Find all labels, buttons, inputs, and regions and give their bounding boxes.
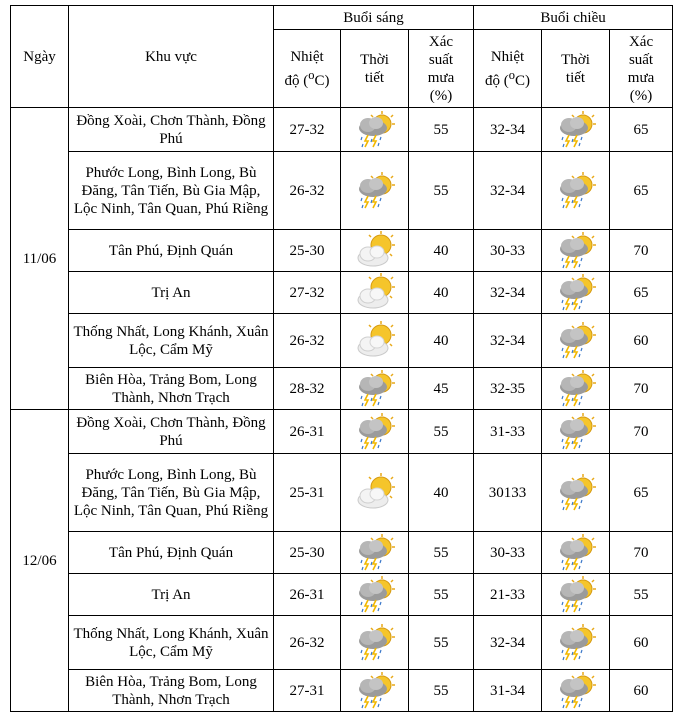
am-temp-cell: 26-31 [274, 574, 341, 616]
am-weather-cell [341, 454, 409, 532]
am-rain-cell: 55 [409, 616, 474, 670]
pm-temp-cell: 21-33 [474, 574, 542, 616]
forecast-table [10, 5, 673, 712]
am-rain-cell: 55 [409, 410, 474, 454]
header-pm-weather: Thời tiết [542, 30, 610, 108]
am-weather-cell [341, 574, 409, 616]
am-temp-cell: 26-32 [274, 314, 341, 368]
header-afternoon: Buổi chiều [474, 6, 673, 30]
pm-rain-cell: 60 [610, 314, 673, 368]
area-cell: Thống Nhất, Long Khánh, Xuân Lộc, Cẩm Mỹ [69, 616, 274, 670]
header-morning: Buổi sáng [274, 6, 474, 30]
thunderstorm-icon [555, 533, 597, 573]
area-cell: Tân Phú, Định Quán [69, 230, 274, 272]
am-weather-cell [341, 314, 409, 368]
am-rain-cell: 55 [409, 152, 474, 230]
am-weather-cell [341, 616, 409, 670]
pm-temp-cell: 30133 [474, 454, 542, 532]
area-cell: Biên Hòa, Trảng Bom, Long Thành, Nhơn Trạch [69, 368, 274, 410]
am-rain-cell: 45 [409, 368, 474, 410]
header-pm-rain: Xác suất mưa (%) [610, 30, 673, 108]
partly-cloudy-icon [354, 473, 396, 513]
pm-temp-cell: 31-33 [474, 410, 542, 454]
am-temp-cell: 27-31 [274, 670, 341, 712]
pm-rain-cell: 65 [610, 108, 673, 152]
forecast-row [11, 368, 673, 410]
thunderstorm-icon [555, 623, 597, 663]
am-rain-cell: 55 [409, 532, 474, 574]
am-rain-cell: 55 [409, 670, 474, 712]
header-area: Khu vực [69, 6, 274, 108]
area-cell: Trị An [69, 574, 274, 616]
forecast-row [11, 616, 673, 670]
pm-rain-cell: 70 [610, 532, 673, 574]
area-cell: Phước Long, Bình Long, Bù Đăng, Tân Tiến, Bù Gia Mập, Lộc Ninh, Tân Quan, Phú Riềng [69, 454, 274, 532]
thunderstorm-icon [354, 369, 396, 409]
pm-temp-cell: 32-34 [474, 152, 542, 230]
header-am-rain: Xác suất mưa (%) [409, 30, 474, 108]
thunderstorm-icon [354, 671, 396, 711]
pm-rain-cell: 70 [610, 410, 673, 454]
pm-temp-cell: 31-34 [474, 670, 542, 712]
forecast-table-container [10, 5, 673, 712]
am-weather-cell [341, 152, 409, 230]
forecast-row [11, 152, 673, 230]
thunderstorm-icon [555, 575, 597, 615]
am-rain-cell: 40 [409, 314, 474, 368]
pm-temp-cell: 32-34 [474, 108, 542, 152]
am-weather-cell [341, 368, 409, 410]
date-cell: 11/06 [11, 108, 69, 410]
am-temp-cell: 28-32 [274, 368, 341, 410]
header-pm-temp: Nhiệt độ ($^o$C) [474, 30, 542, 108]
pm-temp-cell: 32-34 [474, 314, 542, 368]
pm-rain-cell: 55 [610, 574, 673, 616]
pm-rain-cell: 60 [610, 670, 673, 712]
am-weather-cell [341, 108, 409, 152]
am-weather-cell [341, 532, 409, 574]
area-cell: Trị An [69, 272, 274, 314]
pm-weather-cell [542, 454, 610, 532]
pm-weather-cell [542, 532, 610, 574]
pm-weather-cell [542, 108, 610, 152]
thunderstorm-icon [555, 110, 597, 150]
am-weather-cell [341, 272, 409, 314]
header-am-weather: Thời tiết [341, 30, 409, 108]
pm-rain-cell: 70 [610, 368, 673, 410]
am-temp-cell: 25-30 [274, 230, 341, 272]
pm-rain-cell: 65 [610, 272, 673, 314]
area-cell: Phước Long, Bình Long, Bù Đăng, Tân Tiến, Bù Gia Mập, Lộc Ninh, Tân Quan, Phú Riềng [69, 152, 274, 230]
am-rain-cell: 40 [409, 272, 474, 314]
thunderstorm-icon [354, 623, 396, 663]
thunderstorm-icon [354, 412, 396, 452]
thunderstorm-icon [555, 369, 597, 409]
forecast-row [11, 574, 673, 616]
pm-temp-cell: 32-34 [474, 272, 542, 314]
partly-cloudy-icon [354, 273, 396, 313]
thunderstorm-icon [354, 575, 396, 615]
pm-weather-cell [542, 616, 610, 670]
pm-rain-cell: 60 [610, 616, 673, 670]
header-am-temp: Nhiệt độ ($^o$C) [274, 30, 341, 108]
am-temp-cell: 26-32 [274, 152, 341, 230]
area-cell: Thống Nhất, Long Khánh, Xuân Lộc, Cẩm Mỹ [69, 314, 274, 368]
pm-temp-cell: 32-35 [474, 368, 542, 410]
am-temp-cell: 27-32 [274, 272, 341, 314]
area-cell: Biên Hòa, Trảng Bom, Long Thành, Nhơn Trạch [69, 670, 274, 712]
area-cell: Tân Phú, Định Quán [69, 532, 274, 574]
thunderstorm-icon [555, 412, 597, 452]
forecast-row [11, 230, 673, 272]
pm-weather-cell [542, 410, 610, 454]
pm-weather-cell [542, 272, 610, 314]
date-cell: 12/06 [11, 410, 69, 712]
header-day: Ngày [11, 6, 69, 108]
pm-weather-cell [542, 230, 610, 272]
am-weather-cell [341, 670, 409, 712]
pm-temp-cell: 30-33 [474, 230, 542, 272]
am-temp-cell: 25-31 [274, 454, 341, 532]
forecast-row [11, 410, 673, 454]
pm-rain-cell: 70 [610, 230, 673, 272]
pm-weather-cell [542, 152, 610, 230]
am-temp-cell: 25-30 [274, 532, 341, 574]
pm-weather-cell [542, 368, 610, 410]
am-weather-cell [341, 410, 409, 454]
thunderstorm-icon [354, 110, 396, 150]
area-cell: Đồng Xoài, Chơn Thành, Đồng Phú [69, 108, 274, 152]
pm-weather-cell [542, 670, 610, 712]
forecast-row [11, 670, 673, 712]
pm-temp-cell: 32-34 [474, 616, 542, 670]
forecast-row [11, 454, 673, 532]
pm-weather-cell [542, 574, 610, 616]
thunderstorm-icon [555, 473, 597, 513]
thunderstorm-icon [555, 273, 597, 313]
header-row-1 [11, 6, 673, 30]
am-rain-cell: 40 [409, 454, 474, 532]
forecast-row [11, 108, 673, 152]
am-temp-cell: 27-32 [274, 108, 341, 152]
partly-cloudy-icon [354, 321, 396, 361]
area-cell: Đồng Xoài, Chơn Thành, Đồng Phú [69, 410, 274, 454]
am-temp-cell: 26-32 [274, 616, 341, 670]
thunderstorm-icon [555, 171, 597, 211]
pm-rain-cell: 65 [610, 152, 673, 230]
pm-temp-cell: 30-33 [474, 532, 542, 574]
thunderstorm-icon [555, 671, 597, 711]
forecast-row [11, 272, 673, 314]
thunderstorm-icon [555, 321, 597, 361]
pm-weather-cell [542, 314, 610, 368]
thunderstorm-icon [354, 533, 396, 573]
pm-rain-cell: 65 [610, 454, 673, 532]
am-rain-cell: 55 [409, 574, 474, 616]
forecast-row [11, 314, 673, 368]
am-rain-cell: 40 [409, 230, 474, 272]
thunderstorm-icon [354, 171, 396, 211]
am-rain-cell: 55 [409, 108, 474, 152]
am-temp-cell: 26-31 [274, 410, 341, 454]
partly-cloudy-icon [354, 231, 396, 271]
forecast-row [11, 532, 673, 574]
am-weather-cell [341, 230, 409, 272]
thunderstorm-icon [555, 231, 597, 271]
